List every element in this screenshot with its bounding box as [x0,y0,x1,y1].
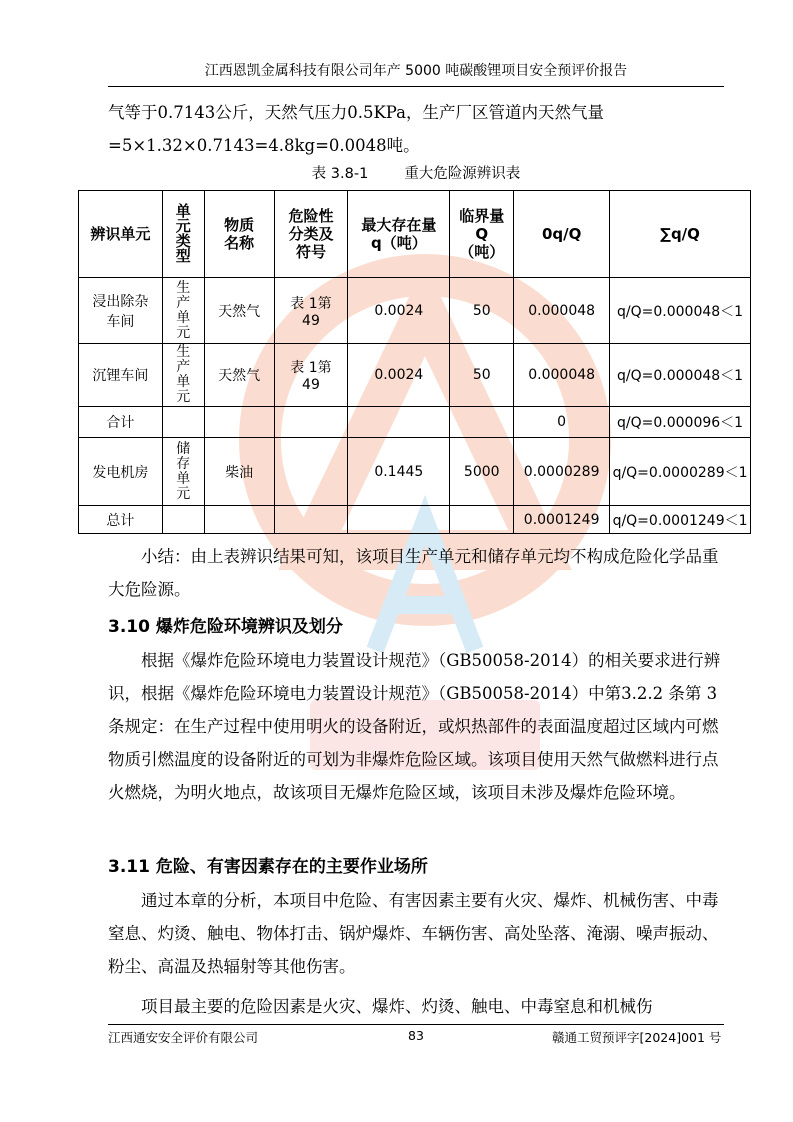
cell-unit: 浸出除杂车间 [79,278,163,344]
cell-critical: 50 [450,344,514,407]
cell-ratio: 0.0001249 [514,506,610,534]
section-heading: 3.11 危险、有害因素存在的主要作业场所 [108,857,428,877]
page-number: 83 [408,1028,424,1043]
col-header: 危险性分类及符号 [274,191,348,278]
table-row [79,278,751,344]
table-row [79,344,751,407]
section-heading: 3.10 爆炸危险环境辨识及划分 [108,617,343,637]
cell-sum: q/Q=0.000048＜1 [610,278,751,344]
col-header: 0q/Q [514,191,610,278]
cell-category: 表 1第49 [274,344,348,407]
cell-unit: 总计 [79,506,163,534]
table-caption-number: 表 3.8-1 [311,166,369,182]
cell-category: 表 1第49 [274,278,348,344]
cell-max: 0.1445 [348,438,450,506]
cell-critical: 5000 [450,438,514,506]
cell-category [274,438,348,506]
col-header: ∑q/Q [610,191,751,278]
cell-sum: q/Q=0.0000289＜1 [610,438,751,506]
table-caption-title: 重大危险源辨识表 [404,166,521,182]
cell-max: 0.0024 [348,344,450,407]
col-header: 临界量Q（吨） [450,191,514,278]
table-row [79,438,751,506]
table-row-total [79,506,751,534]
table-header-row [79,191,751,278]
cell-sum: q/Q=0.000096＜1 [610,407,751,438]
cell-type: 生产单元 [162,344,204,407]
section-paragraph: 根据《爆炸危险环境电力装置设计规范》（GB50058-2014）的相关要求进行辨识，根据《爆炸危险环境电力装置设计规范》（GB50058-2014）中第3.2.2 条第 3 条规定：在生产过程中使用明火的设备附近，或炽热部件的表面温度超过区域内可燃物质引燃温度的设备附近的可划为非爆炸危险区域。该项目使用天然气做燃料进行点火燃烧，为明火地点，故该项目无爆炸危险区域，该项目未涉及爆炸危险环境。 [108,651,721,802]
cell-ratio: 0 [514,407,610,438]
summary-paragraph: 小结：由上表辨识结果可知，该项目生产单元和储存单元均不构成危险化学品重大危险源。 [108,547,719,599]
cell-type: 储存单元 [162,438,204,506]
col-header: 最大存在量q（吨） [348,191,450,278]
section-paragraph-continued: 项目最主要的危险因素是火灾、爆炸、灼烫、触电、中毒窒息和机械伤 [141,997,653,1016]
cell-max: 0.0024 [348,278,450,344]
hazard-table [78,190,751,534]
cell-substance: 天然气 [204,344,274,407]
cell-substance: 天然气 [204,278,274,344]
cell-unit: 沉锂车间 [79,344,163,407]
cell-unit: 发电机房 [79,438,163,506]
cell-ratio: 0.000048 [514,344,610,407]
cell-sum: q/Q=0.0001249＜1 [610,506,751,534]
footer-reference: 赣通工贸预评字[2024]001 号 [552,1030,722,1045]
table-row-subtotal [79,407,751,438]
footer-company: 江西通安安全评价有限公司 [108,1030,259,1045]
section-paragraph: 通过本章的分析，本项目中危险、有害因素主要有火灾、爆炸、机械伤害、中毒窒息、灼烫、触电、物体打击、锅炉爆炸、车辆伤害、高处坠落、淹溺、噪声振动、粉尘、高温及热辐射等其他伤害。 [108,891,719,976]
header-rule [108,86,724,87]
footer-rule [108,1024,724,1025]
cell-unit: 合计 [79,407,163,438]
cell-sum: q/Q=0.000048＜1 [610,344,751,407]
intro-paragraph: 气等于0.7143公斤，天然气压力0.5KPa，生产厂区管道内天然气量=5×1.32×0.7143=4.8kg=0.0048吨。 [108,103,604,155]
page-header: 江西恩凯金属科技有限公司年产 5000 吨碳酸锂项目安全预评价报告 [204,63,628,79]
cell-critical: 50 [450,278,514,344]
cell-type: 生产单元 [162,278,204,344]
cell-substance: 柴油 [204,438,274,506]
col-header: 辨识单元 [79,191,163,278]
col-header: 单元类型 [162,191,204,278]
cell-ratio: 0.0000289 [514,438,610,506]
cell-ratio: 0.000048 [514,278,610,344]
col-header: 物质名称 [204,191,274,278]
table-caption [108,162,724,183]
